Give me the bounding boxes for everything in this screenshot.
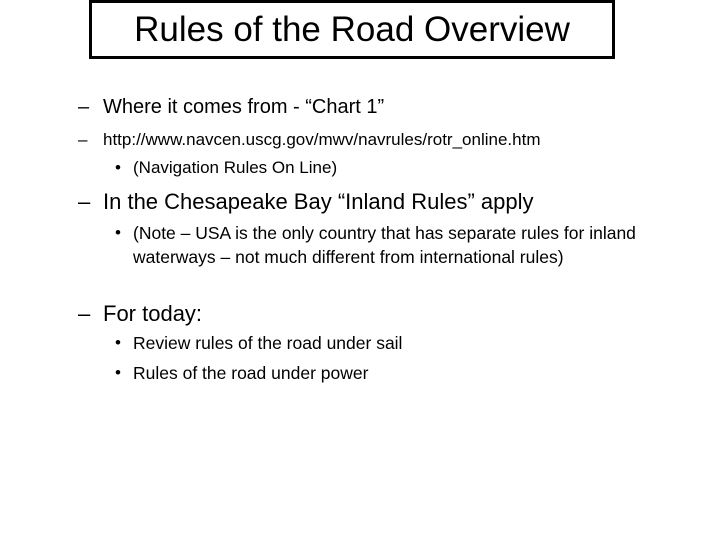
sub-bullet-text: (Note – USA is the only country that has separate rules for inland waterways – not much different from international rules): [133, 223, 636, 267]
bullet-text: In the Chesapeake Bay “Inland Rules” apply: [103, 189, 534, 214]
sub-bullet-text: (Navigation Rules On Line): [133, 158, 338, 177]
dot-marker: •: [115, 333, 121, 352]
title-box: [89, 0, 615, 59]
dash-marker: –: [78, 301, 91, 326]
dot-marker: •: [115, 363, 121, 382]
url-link-text[interactable]: http://www.navcen.uscg.gov/mwv/navrules/rotr_online.htm: [103, 130, 541, 149]
dash-marker: –: [78, 130, 88, 149]
dot-marker: •: [115, 223, 121, 242]
bullet-text: For today:: [103, 301, 203, 326]
bullet-text: Where it comes from - “Chart 1”: [103, 96, 385, 118]
dash-marker: –: [78, 189, 91, 214]
dot-marker: •: [115, 158, 121, 177]
sub-bullet-text: Review rules of the road under sail: [133, 333, 403, 353]
slide-title: Rules of the Road Overview: [134, 9, 570, 49]
sub-bullet-text: Rules of the road under power: [133, 363, 369, 383]
dash-marker: –: [78, 96, 90, 118]
